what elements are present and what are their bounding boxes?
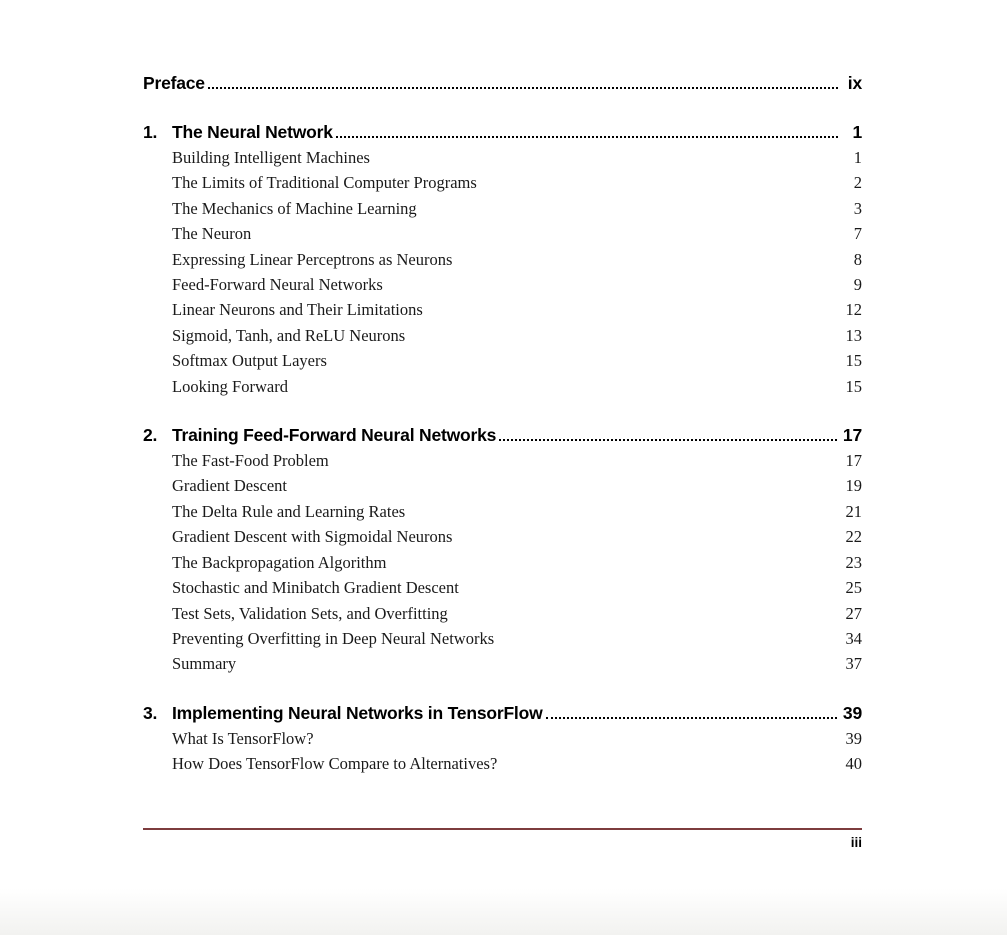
toc-entry-row bbox=[143, 272, 862, 297]
entry-title: Test Sets, Validation Sets, and Overfitting bbox=[172, 603, 448, 623]
entry-page-number: 21 bbox=[845, 501, 862, 521]
entry-page-number: 17 bbox=[845, 451, 862, 471]
toc-entry-row bbox=[143, 626, 862, 651]
entry-page-number: 22 bbox=[845, 527, 862, 547]
entry-page-number: 40 bbox=[845, 754, 862, 774]
entry-title: The Delta Rule and Learning Rates bbox=[172, 501, 406, 521]
toc-chapter-heading bbox=[143, 119, 862, 145]
entry-title: The Mechanics of Machine Learning bbox=[172, 198, 417, 218]
entry-page-number: 15 bbox=[845, 351, 862, 371]
entry-title: Preventing Overfitting in Deep Neural Networks bbox=[172, 628, 495, 648]
toc-entry-row bbox=[143, 550, 862, 575]
entry-page-number: 34 bbox=[845, 628, 862, 648]
toc-entry-row bbox=[143, 170, 862, 195]
toc-entry-row bbox=[143, 524, 862, 549]
entry-page-number: 2 bbox=[853, 173, 862, 193]
toc-entry-row bbox=[143, 297, 862, 322]
entry-page-number: 39 bbox=[845, 728, 862, 748]
entry-title: Stochastic and Minibatch Gradient Descent bbox=[172, 578, 459, 598]
chapter-number: 2. bbox=[143, 425, 158, 446]
chapter-page-number: 17 bbox=[842, 425, 862, 446]
dot-leader bbox=[208, 87, 838, 89]
preface-page-number: ix bbox=[847, 73, 862, 93]
entry-page-number: 25 bbox=[845, 578, 862, 598]
dot-leader bbox=[546, 717, 837, 719]
entry-page-number: 9 bbox=[853, 275, 862, 295]
entry-page-number: 37 bbox=[845, 654, 862, 674]
toc-entry-row bbox=[143, 323, 862, 348]
entry-page-number: 19 bbox=[845, 476, 862, 496]
toc-entry-row bbox=[143, 145, 862, 170]
entry-page-number: 1 bbox=[853, 148, 862, 167]
toc-entry-row bbox=[143, 575, 862, 600]
chapter-title: Implementing Neural Networks in TensorFlow bbox=[172, 702, 543, 723]
toc-chapter-heading bbox=[143, 700, 862, 726]
entry-page-number: 23 bbox=[845, 552, 862, 572]
folio-page-number: iii bbox=[850, 835, 862, 850]
entry-page-number: 3 bbox=[853, 198, 862, 218]
toc-entry-row bbox=[143, 726, 862, 751]
toc-entry-row bbox=[143, 221, 862, 246]
entry-title: What Is TensorFlow? bbox=[172, 728, 314, 748]
toc-entry-row bbox=[143, 601, 862, 626]
toc-preface-row bbox=[143, 70, 862, 96]
entry-page-number: 7 bbox=[853, 224, 862, 244]
toc-entry-row bbox=[143, 448, 862, 473]
entry-title: Sigmoid, Tanh, and ReLU Neurons bbox=[172, 325, 406, 345]
entry-title: The Limits of Traditional Computer Programs bbox=[172, 173, 477, 193]
chapter-number: 3. bbox=[143, 702, 158, 723]
entry-page-number: 12 bbox=[845, 300, 862, 320]
chapter-number: 1. bbox=[143, 122, 158, 142]
toc-entry-row bbox=[143, 196, 862, 221]
chapter-page-number: 39 bbox=[842, 702, 862, 723]
entry-page-number: 15 bbox=[845, 376, 862, 396]
entry-title: Looking Forward bbox=[172, 376, 288, 396]
toc-chapter-heading bbox=[143, 422, 862, 448]
chapter-page-number: 1 bbox=[852, 122, 862, 142]
entry-title: The Backpropagation Algorithm bbox=[172, 552, 387, 572]
entry-page-number: 8 bbox=[853, 249, 862, 269]
entry-title: Softmax Output Layers bbox=[172, 351, 327, 371]
dot-leader bbox=[499, 439, 837, 441]
entry-page-number: 13 bbox=[845, 325, 862, 345]
entry-title: How Does TensorFlow Compare to Alternatives? bbox=[172, 754, 498, 774]
toc-entry-row bbox=[143, 651, 862, 676]
entry-page-number: 27 bbox=[845, 603, 862, 623]
toc-entry-row bbox=[143, 751, 862, 776]
entry-title: The Fast-Food Problem bbox=[172, 451, 329, 471]
entry-title: Gradient Descent bbox=[172, 476, 287, 496]
footer-rule bbox=[143, 828, 862, 830]
entry-title: Building Intelligent Machines bbox=[172, 148, 370, 167]
toc-entry-row bbox=[143, 348, 862, 373]
dot-leader bbox=[336, 136, 838, 138]
table-of-contents bbox=[143, 70, 862, 777]
entry-title: Summary bbox=[172, 654, 237, 674]
preface-title: Preface bbox=[143, 73, 205, 93]
toc-entry-row bbox=[143, 473, 862, 498]
toc-entry-row bbox=[143, 499, 862, 524]
toc-entry-row bbox=[143, 247, 862, 272]
chapter-title: Training Feed-Forward Neural Networks bbox=[172, 425, 497, 446]
entry-title: Feed-Forward Neural Networks bbox=[172, 275, 383, 295]
entry-title: The Neuron bbox=[172, 224, 252, 244]
chapter-title: The Neural Network bbox=[172, 122, 333, 142]
entry-title: Expressing Linear Perceptrons as Neurons bbox=[172, 249, 453, 269]
entry-title: Linear Neurons and Their Limitations bbox=[172, 300, 423, 320]
toc-entry-row bbox=[143, 374, 862, 399]
entry-title: Gradient Descent with Sigmoidal Neurons bbox=[172, 527, 453, 547]
